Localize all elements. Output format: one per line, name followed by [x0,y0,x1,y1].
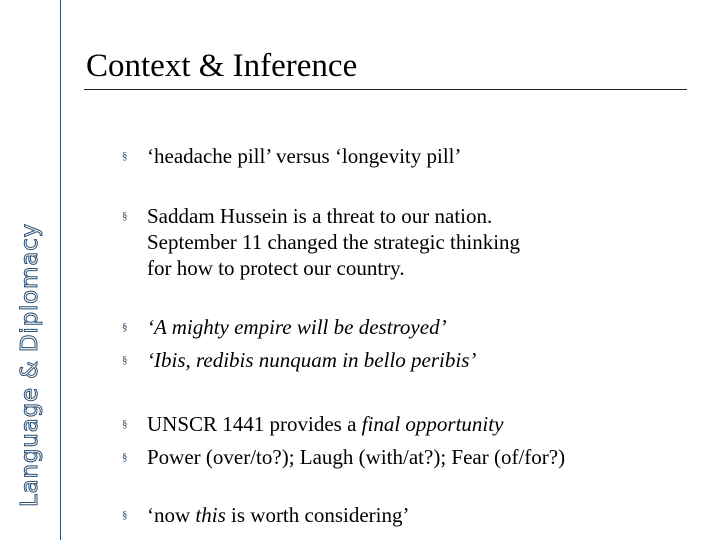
bullet-7 [122,502,682,528]
bullet-text-plain: UNSCR 1441 provides a [147,412,362,436]
bullet-1 [122,143,682,169]
bullet-text-emphasis: this [195,503,226,527]
bullet-marker-icon: § [122,354,128,366]
bullet-5 [122,411,682,437]
slide-title: Context & Inference [86,48,358,84]
bullet-3 [122,314,682,340]
bullet-text [147,502,410,528]
bullet-text: ‘A mighty empire will be destroyed’ [147,315,447,339]
bullet-text: Power (over/to?); Laugh (with/at?); Fear (of/for?) [147,445,566,469]
bullet-marker-icon: § [122,321,128,333]
bullet-text: ‘headache pill’ versus ‘longevity pill’ [147,144,462,168]
bullet-marker-icon: § [122,509,128,521]
bullet-text: Saddam Hussein is a threat to our nation. September 11 changed the strategic thinking for how to protect our country. [147,204,521,280]
bullet-2 [122,203,682,281]
bullet-6 [122,444,682,470]
bullet-text-emphasis: final opportunity [361,412,504,436]
bullet-text-plain-end: is worth considering’ [225,503,410,527]
bullet-marker-icon: § [122,418,128,430]
sidebar [0,0,61,540]
title-divider [84,89,687,90]
bullet-marker-icon: § [122,210,128,222]
bullet-marker-icon: § [122,150,128,162]
bullet-text-plain: ‘now [147,503,196,527]
bullet-text [147,411,503,437]
sidebar-title: Language & Diplomacy [17,223,43,507]
bullet-text: ‘Ibis, redibis nunquam in bello peribis’ [147,348,477,372]
bullet-marker-icon: § [122,451,128,463]
bullet-4 [122,347,682,373]
